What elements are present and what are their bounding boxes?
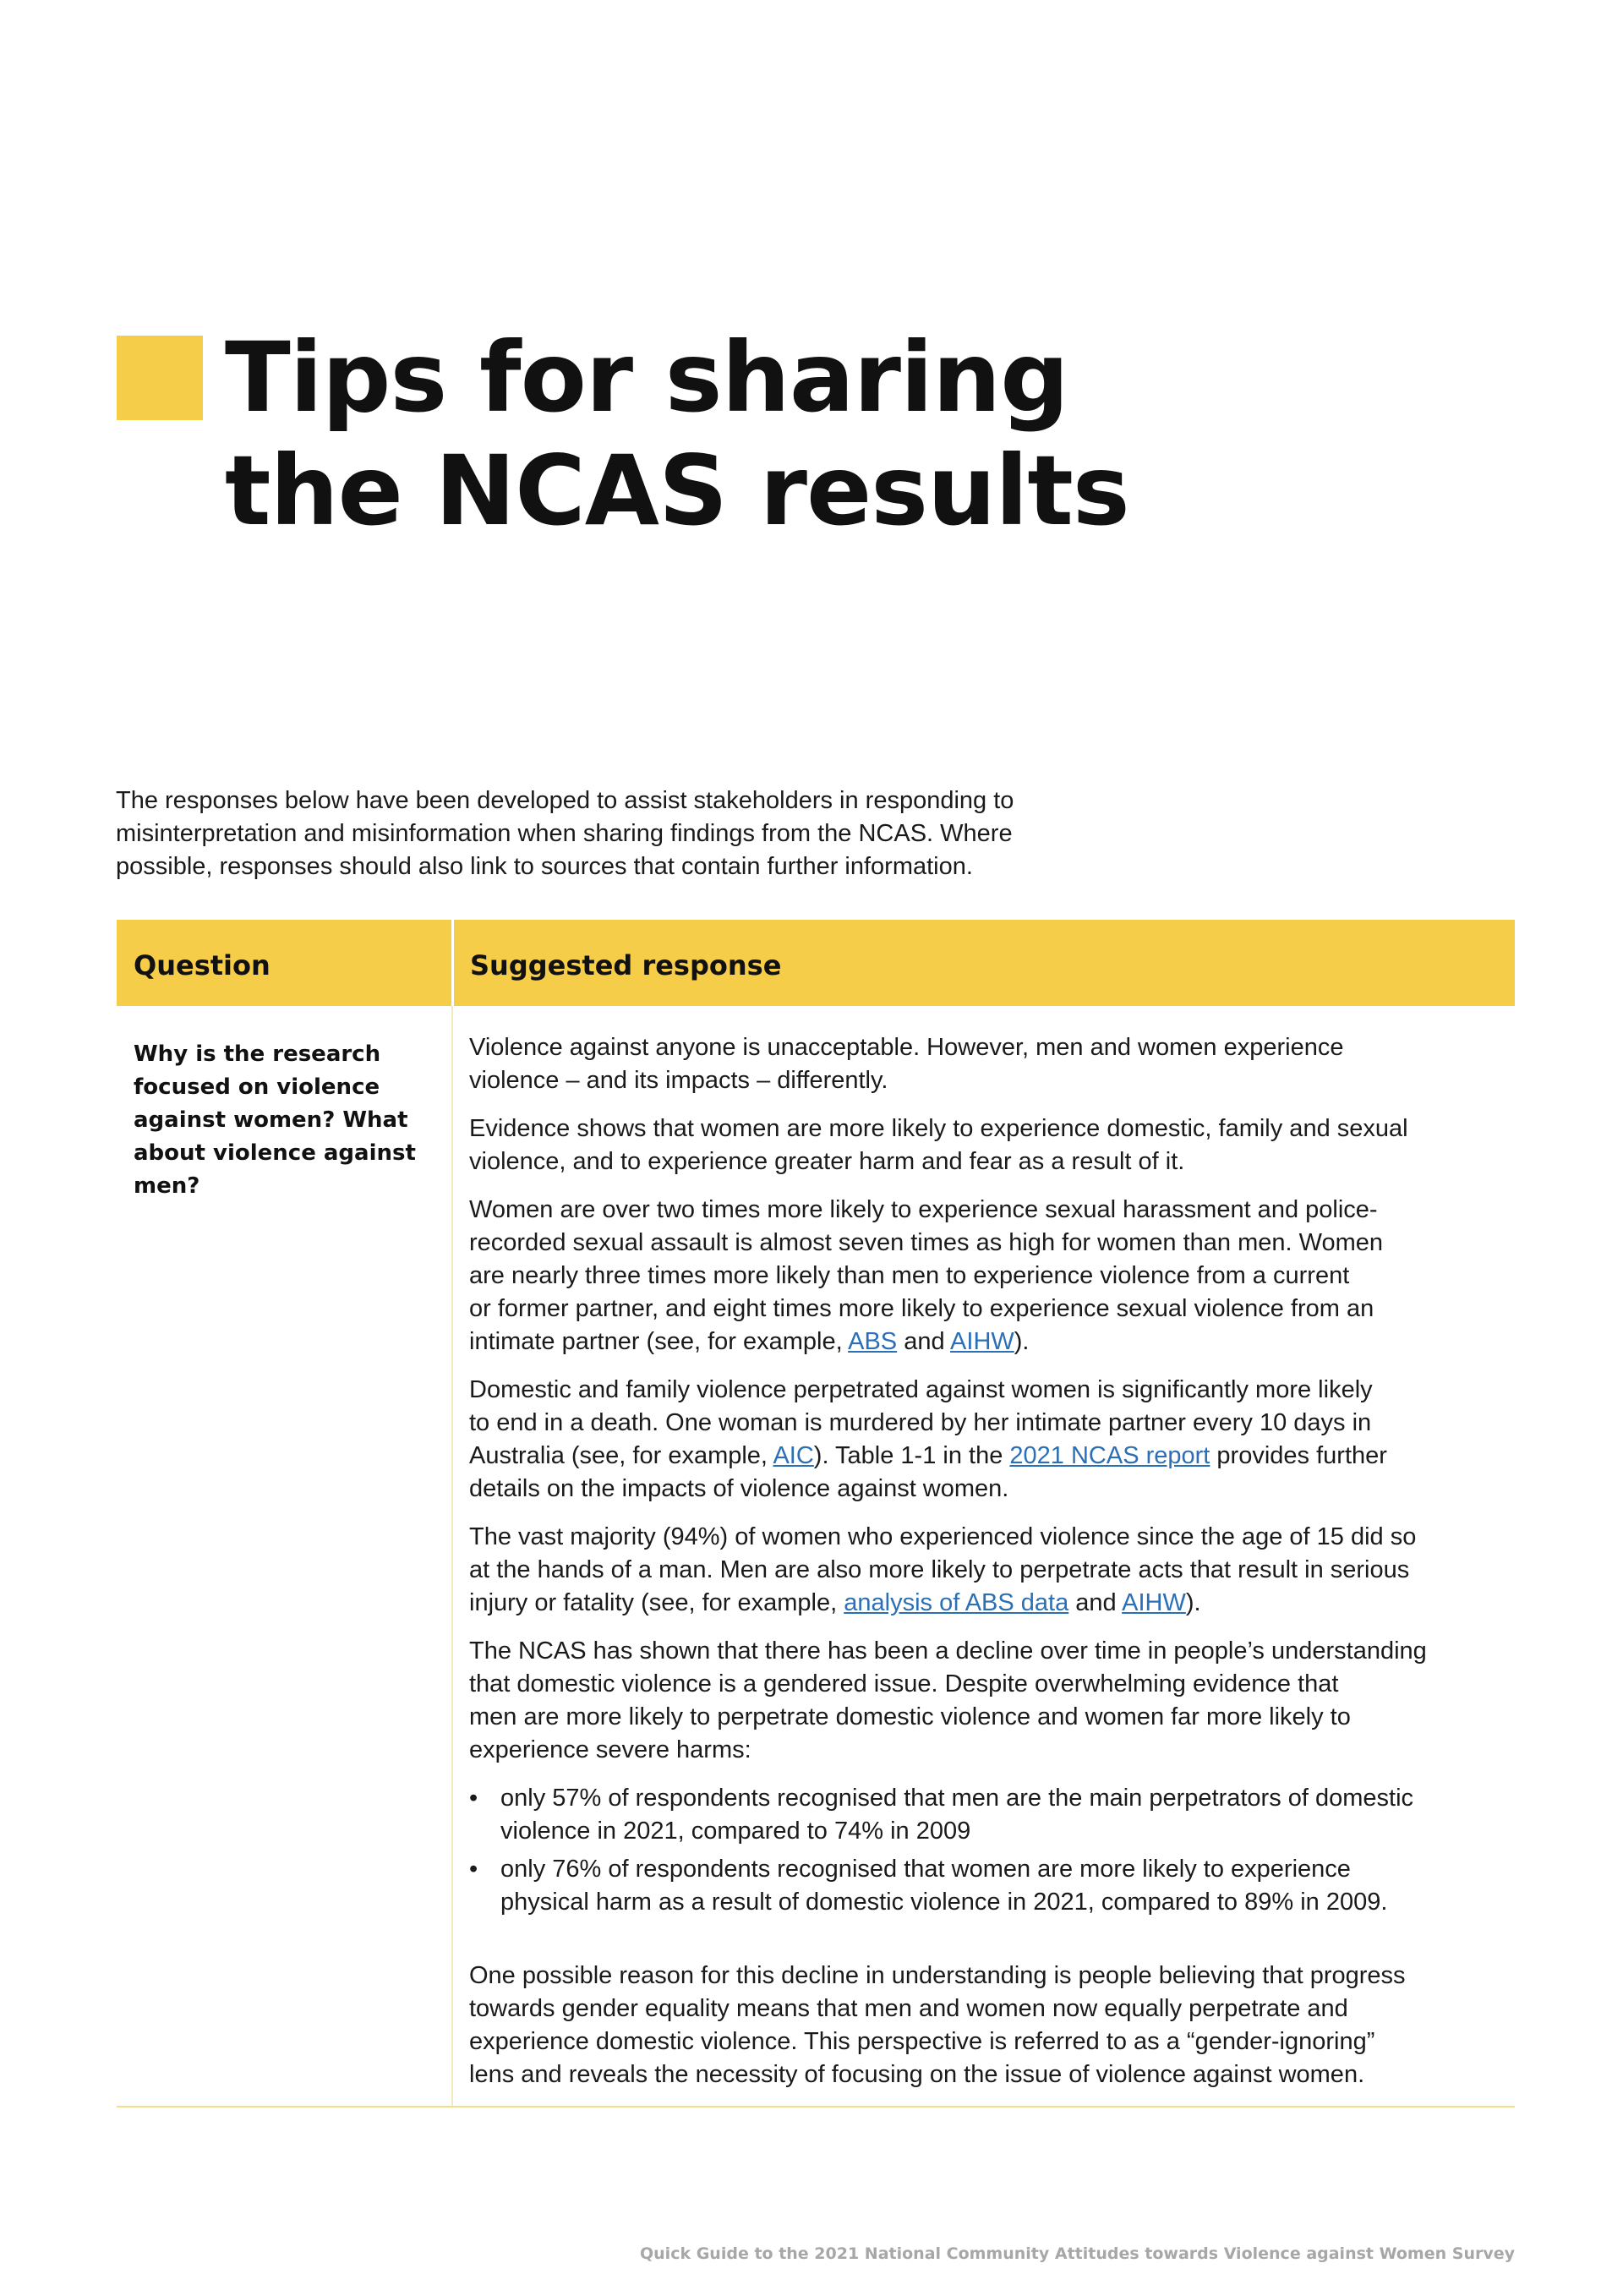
response-line: or former partner, and eight times more likely to experience sexual violence from an <box>469 1295 1374 1322</box>
page-title-line-1: Tips for sharing <box>225 321 1068 434</box>
question-line: men? <box>134 1173 200 1199</box>
bullet-list <box>469 1782 1509 1919</box>
list-item <box>469 1782 1509 1848</box>
response-line: at the hands of a man. Men are also more likely to perpetrate acts that result in serious <box>469 1556 1410 1583</box>
response-paragraph-2 <box>469 1112 1509 1178</box>
text-segment: injury or fatality (see, for example, <box>469 1589 844 1616</box>
response-line: The vast majority (94%) of women who experienced violence since the age of 15 did so <box>469 1523 1417 1550</box>
text-segment: ). <box>1014 1328 1030 1355</box>
intro-line: possible, responses should also link to sources that contain further information. <box>116 853 973 880</box>
response-line: towards gender equality means that men and women now equally perpetrate and <box>469 1995 1348 2022</box>
response-paragraph-3 <box>469 1194 1509 1358</box>
response-paragraph-5 <box>469 1521 1509 1620</box>
text-segment: and <box>897 1328 951 1355</box>
list-item <box>469 1853 1509 1919</box>
link-ncas-report[interactable]: 2021 NCAS report <box>1009 1442 1210 1469</box>
page-title-line-2: the NCAS results <box>225 435 1129 547</box>
response-line <box>469 1326 1509 1358</box>
question-line: focused on violence <box>134 1074 380 1100</box>
response-line <box>469 1440 1509 1473</box>
column-header-question: Question <box>134 949 270 981</box>
response-line: to end in a death. One woman is murdered by her intimate partner every 10 days in <box>469 1409 1372 1436</box>
column-divider <box>451 1006 453 2107</box>
response-line: Domestic and family violence perpetrated against women is significantly more likely <box>469 1376 1373 1403</box>
question-line: Why is the research <box>134 1041 381 1067</box>
response-line: violence, and to experience greater harm and fear as a result of it. <box>469 1148 1185 1175</box>
page-title <box>225 321 1129 548</box>
link-aihw[interactable]: AIHW <box>950 1328 1014 1355</box>
response-line: Evidence shows that women are more likely to experience domestic, family and sexual <box>469 1115 1408 1142</box>
title-accent-square <box>117 336 203 420</box>
response-line: are nearly three times more likely than men to experience violence from a current <box>469 1262 1350 1289</box>
response-paragraph-7 <box>469 1960 1509 2091</box>
response-paragraph-1 <box>469 1031 1509 1097</box>
response-line: lens and reveals the necessity of focusing on the issue of violence against women. <box>469 2061 1365 2088</box>
text-segment: and <box>1068 1589 1123 1616</box>
response-line: details on the impacts of violence against women. <box>469 1475 1009 1502</box>
response-line: experience domestic violence. This perspective is referred to as a “gender-ignoring” <box>469 2028 1375 2055</box>
text-segment: Australia (see, for example, <box>469 1442 773 1469</box>
text-segment: intimate partner (see, for example, <box>469 1328 849 1355</box>
response-line: violence – and its impacts – differently. <box>469 1067 888 1094</box>
table-header <box>117 920 1515 1006</box>
question-line: against women? What <box>134 1107 408 1133</box>
intro-paragraph <box>116 784 1130 883</box>
response-line: violence in 2021, compared to 74% in 2009 <box>500 1818 971 1845</box>
intro-line: misinterpretation and misinformation when sharing findings from the NCAS. Where <box>116 820 1013 847</box>
response-line: recorded sexual assault is almost seven times as high for women than men. Women <box>469 1229 1384 1256</box>
response-paragraph-4 <box>469 1374 1509 1506</box>
response-line: • only 57% of respondents recognised that men are the main perpetrators of domestic <box>500 1785 1414 1812</box>
question-cell <box>134 1038 438 1203</box>
link-abs-analysis[interactable]: analysis of ABS data <box>844 1589 1069 1616</box>
response-line: physical harm as a result of domestic violence in 2021, compared to 89% in 2009. <box>500 1889 1388 1916</box>
column-header-response: Suggested response <box>470 949 782 981</box>
response-line <box>469 1587 1509 1620</box>
text-segment: ). Table 1-1 in the <box>813 1442 1010 1469</box>
response-line: The NCAS has shown that there has been a decline over time in people’s understanding <box>469 1637 1427 1665</box>
response-line: experience severe harms: <box>469 1736 751 1763</box>
response-paragraph-6 <box>469 1635 1509 1767</box>
response-cell <box>469 1031 1509 2107</box>
response-line: Violence against anyone is unacceptable. However, men and women experience <box>469 1034 1344 1061</box>
intro-line: The responses below have been developed to assist stakeholders in responding to <box>116 787 1014 814</box>
link-aic[interactable]: AIC <box>773 1442 814 1469</box>
response-line: Women are over two times more likely to experience sexual harassment and police- <box>469 1196 1378 1223</box>
response-line: • only 76% of respondents recognised that women are more likely to experience <box>500 1856 1351 1883</box>
response-line: that domestic violence is a gendered issue. Despite overwhelming evidence that <box>469 1670 1339 1697</box>
link-aihw-2[interactable]: AIHW <box>1122 1589 1186 1616</box>
response-line: men are more likely to perpetrate domestic violence and women far more likely to <box>469 1703 1351 1730</box>
question-line: about violence against <box>134 1140 416 1166</box>
page-footer: Quick Guide to the 2021 National Community Attitudes towards Violence against Women Survey <box>640 2244 1515 2263</box>
text-segment: ). <box>1185 1589 1201 1616</box>
header-divider <box>451 920 454 1006</box>
response-line: One possible reason for this decline in understanding is people believing that progress <box>469 1962 1406 1989</box>
text-segment: provides further <box>1210 1442 1387 1469</box>
link-abs[interactable]: ABS <box>848 1328 898 1355</box>
